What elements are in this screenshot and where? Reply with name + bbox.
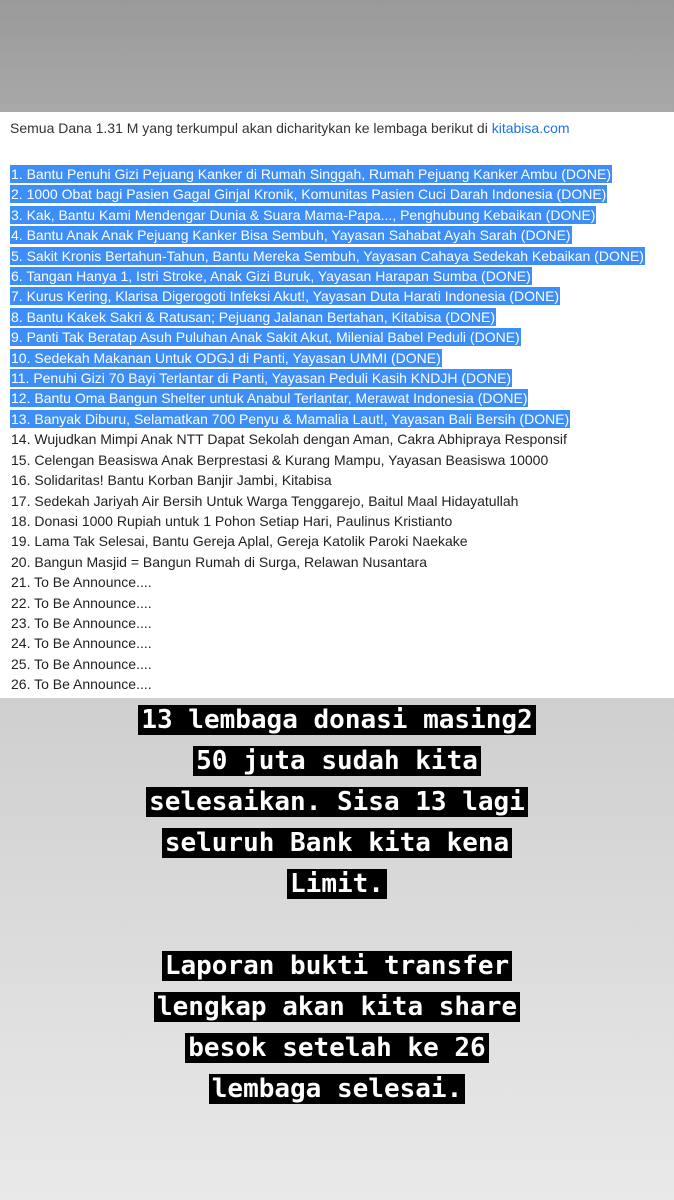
charity-item-label: 4. Bantu Anak Anak Pejuang Kanker Bisa Sembuh, Yayasan Sahabat Ayah Sarah (DONE) (11, 227, 571, 244)
charity-list-item (10, 348, 674, 368)
charity-list-item (10, 388, 674, 408)
caption-line (0, 1069, 674, 1110)
caption-line-text: lengkap akan kita share (154, 992, 520, 1022)
charity-list-item (10, 674, 674, 694)
charity-item-label: 3. Kak, Bantu Kami Mendengar Dunia & Suara Mama-Papa..., Penghubung Kebaikan (DONE) (11, 206, 596, 223)
charity-list (10, 164, 674, 695)
charity-item-label: 19. Lama Tak Selesai, Bantu Gereja Aplal, Gereja Katolik Paroki Naekake (11, 533, 468, 550)
caption-line-text: 13 lembaga donasi masing2 (138, 705, 535, 735)
charity-item-label: 2. 1000 Obat bagi Pasien Gagal Ginjal Kronik, Komunitas Pasien Cuci Darah Indonesia (DONE) (11, 186, 607, 203)
charity-item-label: 23. To Be Announce.... (11, 614, 152, 631)
caption-spacer (0, 905, 674, 946)
charity-item-label: 21. To Be Announce.... (11, 574, 152, 591)
story-caption (0, 700, 674, 1110)
charity-item-label: 24. To Be Announce.... (11, 635, 152, 652)
charity-item-label: 7. Kurus Kering, Klarisa Digerogoti Infeksi Akut!, Yayasan Duta Harati Indonesia (DONE) (11, 288, 560, 305)
caption-line (0, 987, 674, 1028)
charity-item-label: 14. Wujudkan Mimpi Anak NTT Dapat Sekolah dengan Aman, Cakra Abhipraya Responsif (11, 431, 567, 448)
caption-line (0, 946, 674, 987)
charity-list-item (10, 470, 674, 490)
caption-line-text: Laporan bukti transfer (162, 951, 512, 981)
intro-text (10, 119, 674, 149)
charity-list-item (10, 429, 674, 449)
kitabisa-link[interactable]: kitabisa.com (491, 120, 570, 136)
charity-list-item (10, 164, 674, 184)
caption-line-text: Limit. (287, 869, 387, 899)
caption-line (0, 823, 674, 864)
charity-list-item (10, 572, 674, 592)
charity-list-item (10, 225, 674, 245)
story-top-background (0, 0, 674, 112)
charity-list-item (10, 633, 674, 653)
charity-list-item (10, 450, 674, 470)
caption-line (0, 864, 674, 905)
charity-item-label: 6. Tangan Hanya 1, Istri Stroke, Anak Gizi Buruk, Yayasan Harapan Sumba (DONE) (11, 268, 531, 285)
caption-line-text: besok setelah ke 26 (185, 1033, 488, 1063)
charity-item-label: 5. Sakit Kronis Bertahun-Tahun, Bantu Mereka Sembuh, Yayasan Cahaya Sedekah Kebaikan (DONE) (11, 247, 644, 264)
charity-list-item (10, 511, 674, 531)
caption-line-text: 50 juta sudah kita (193, 746, 481, 776)
charity-list-item (10, 327, 674, 347)
charity-item-label: 12. Bantu Oma Bangun Shelter untuk Anabul Terlantar, Merawat Indonesia (DONE) (11, 390, 528, 407)
charity-item-label: 10. Sedekah Makanan Untuk ODGJ di Panti, Yayasan UMMI (DONE) (11, 349, 441, 366)
caption-line-text: selesaikan. Sisa 13 lagi (146, 787, 528, 817)
charity-item-label: 1. Bantu Penuhi Gizi Pejuang Kanker di Rumah Singgah, Rumah Pejuang Kanker Ambu (DONE) (11, 166, 612, 182)
charity-list-item (10, 552, 674, 572)
charity-list-item (10, 266, 674, 286)
charity-item-label: 22. To Be Announce.... (11, 594, 152, 611)
caption-line (0, 700, 674, 741)
charity-item-label: 15. Celengan Beasiswa Anak Berprestasi & Kurang Mampu, Yayasan Beasiswa 10000 (11, 451, 549, 468)
charity-item-label: 11. Penuhi Gizi 70 Bayi Terlantar di Panti, Yayasan Peduli Kasih KNDJH (DONE) (11, 370, 512, 387)
charity-list-item (10, 409, 674, 429)
charity-list-item (10, 593, 674, 613)
caption-line (0, 1028, 674, 1069)
caption-line (0, 782, 674, 823)
screenshot-card (0, 112, 674, 698)
charity-item-label: 25. To Be Announce.... (11, 655, 152, 672)
charity-item-label: 13. Banyak Diburu, Selamatkan 700 Penyu & Mamalia Laut!, Yayasan Bali Bersih (DONE) (11, 410, 570, 427)
charity-item-label: 18. Donasi 1000 Rupiah untuk 1 Pohon Setiap Hari, Paulinus Kristianto (11, 512, 453, 529)
charity-list-item (10, 491, 674, 511)
charity-item-label: 8. Bantu Kakek Sakri & Ratusan; Pejuang Jalanan Bertahan, Kitabisa (DONE) (11, 308, 496, 325)
charity-list-item (10, 654, 674, 674)
charity-list-item (10, 286, 674, 306)
charity-item-label: 17. Sedekah Jariyah Air Bersih Untuk Warga Tenggarejo, Baitul Maal Hidayatullah (11, 492, 519, 509)
caption-line-text: seluruh Bank kita kena (162, 828, 512, 858)
charity-item-label: 20. Bangun Masjid = Bangun Rumah di Surga, Relawan Nusantara (11, 553, 427, 570)
intro-sentence: Semua Dana 1.31 M yang terkumpul akan dicharitykan ke lembaga berikut di (10, 120, 492, 136)
charity-item-label: 16. Solidaritas! Bantu Korban Banjir Jambi, Kitabisa (11, 472, 332, 489)
charity-list-item (10, 531, 674, 551)
charity-list-item (10, 246, 674, 266)
charity-list-item (10, 368, 674, 388)
charity-list-item (10, 307, 674, 327)
caption-line-text: lembaga selesai. (209, 1074, 465, 1104)
charity-list-item (10, 613, 674, 633)
charity-list-item (10, 184, 674, 204)
caption-line (0, 741, 674, 782)
charity-item-label: 26. To Be Announce.... (11, 676, 152, 693)
charity-item-label: 9. Panti Tak Beratap Asuh Puluhan Anak Sakit Akut, Milenial Babel Peduli (DONE) (11, 329, 520, 346)
charity-list-item (10, 205, 674, 225)
